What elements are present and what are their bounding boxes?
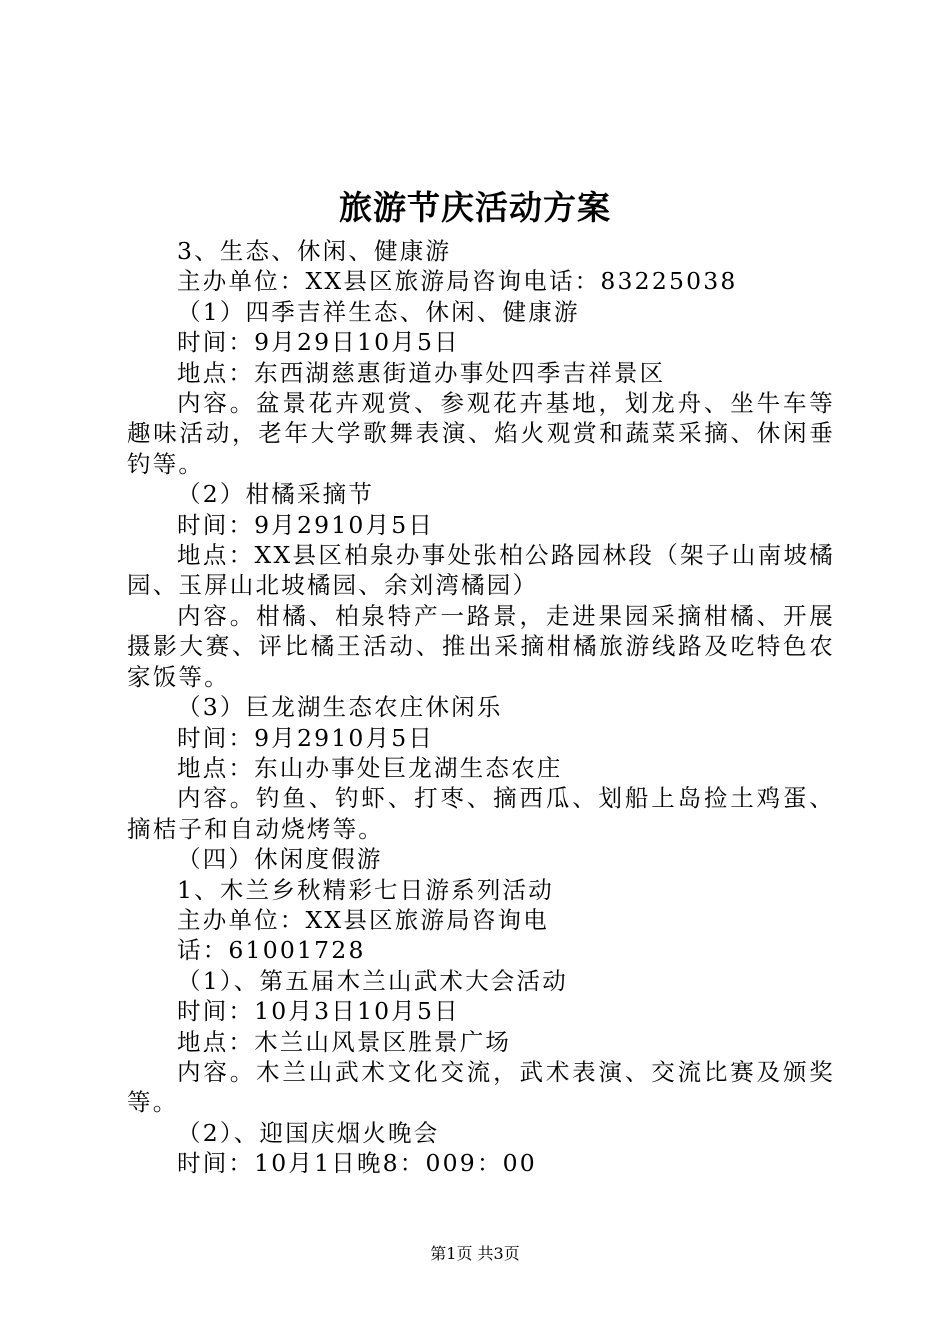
paragraph: 地点：XX县区柏泉办事处张柏公路园林段（架子山南坡橘园、玉屏山北坡橘园、余刘湾橘园） xyxy=(127,541,835,600)
paragraph: （2）柑橘采摘节 xyxy=(177,480,375,509)
paragraph: （四）休闲度假游 xyxy=(177,845,383,874)
paragraph: （1）、第五届木兰山武术大会活动 xyxy=(177,966,568,995)
paragraph: 内容。盆景花卉观赏、参观花卉基地，划龙舟、坐牛车等趣味活动，老年大学歌舞表演、焰火观赏和蔬菜采摘、休闲垂钓等。 xyxy=(127,389,835,478)
paragraph: 地点：东山办事处巨龙湖生态农庄 xyxy=(177,753,563,782)
paragraph: 时间：10月1日晚8：009：00 xyxy=(177,1149,537,1178)
paragraph: 时间：9月2910月5日 xyxy=(177,510,435,539)
paragraph: 内容。木兰山武术文化交流，武术表演、交流比赛及颁奖等。 xyxy=(127,1057,835,1117)
document-title: 旅游节庆活动方案 xyxy=(339,188,611,227)
paragraph: 3、生态、休闲、健康游 xyxy=(177,237,452,265)
paragraph: 主办单位：XX县区旅游局咨询电 xyxy=(177,905,549,934)
paragraph: 时间：9月29日10月5日 xyxy=(177,328,460,357)
paragraph: 内容。钓鱼、钓虾、打枣、摘西瓜、划船上岛捡土鸡蛋、摘桔子和自动烧烤等。 xyxy=(127,784,835,843)
paragraph: 地点：东西湖慈惠街道办事处四季吉祥景区 xyxy=(177,358,666,387)
paragraph: 主办单位：XX县区旅游局咨询电话：83225038 xyxy=(177,267,738,296)
document-body xyxy=(127,236,835,1179)
paragraph: （1）四季吉祥生态、休闲、健康游 xyxy=(177,297,580,326)
paragraph: （2）、迎国庆烟火晚会 xyxy=(177,1118,440,1147)
paragraph: （3）巨龙湖生态农庄休闲乐 xyxy=(177,693,503,722)
paragraph: 1、木兰乡秋精彩七日游系列活动 xyxy=(177,875,554,904)
paragraph: 时间：10月3日10月5日 xyxy=(177,997,460,1026)
paragraph: 内容。柑橘、柏泉特产一路景，走进果园采摘柑橘、开展摄影大赛、评比橘王活动、推出采摘柑橘旅游线路及吃特色农家饭等。 xyxy=(127,601,835,691)
page-number-footer: 第1页 共3页 xyxy=(430,1244,520,1263)
paragraph: 地点：木兰山风景区胜景广场 xyxy=(177,1027,512,1056)
paragraph: 时间：9月2910月5日 xyxy=(177,723,435,752)
paragraph: 话：61001728 xyxy=(177,936,366,965)
